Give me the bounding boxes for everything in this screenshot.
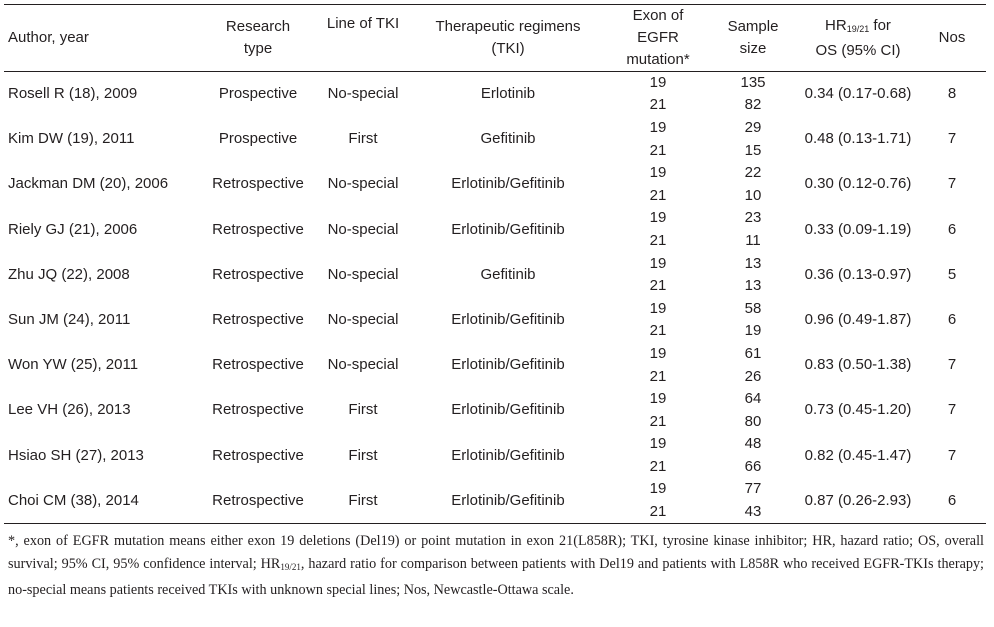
cell-author: Jackman DM (20), 2006 bbox=[8, 175, 169, 193]
cell-research-type: Retrospective bbox=[212, 220, 304, 238]
cell-research-type: Retrospective bbox=[212, 265, 304, 283]
cell-hr: 0.73 (0.45-1.20) bbox=[804, 401, 912, 419]
cell-hr: 0.36 (0.13-0.97) bbox=[804, 265, 912, 283]
cell-size-19: 13 bbox=[744, 254, 762, 272]
table-body bbox=[4, 72, 986, 524]
cell-regimen: Erlotinib/Gefitinib bbox=[451, 401, 565, 419]
cell-author: Riely GJ (21), 2006 bbox=[8, 220, 138, 238]
cell-exon-21: 21 bbox=[649, 141, 667, 159]
cell-author: Sun JM (24), 2011 bbox=[8, 311, 131, 329]
cell-exon-19: 19 bbox=[649, 299, 667, 317]
table-row bbox=[4, 252, 986, 275]
cell-exon-21: 21 bbox=[649, 412, 667, 430]
cell-research-type: Retrospective bbox=[212, 175, 304, 193]
cell-nos: 8 bbox=[947, 85, 957, 103]
cell-research-type: Prospective bbox=[218, 85, 298, 103]
cell-hr: 0.83 (0.50-1.38) bbox=[804, 356, 912, 374]
cell-size-21: 19 bbox=[744, 322, 762, 340]
cell-hr: 0.96 (0.49-1.87) bbox=[804, 311, 912, 329]
cell-exon-19: 19 bbox=[649, 344, 667, 362]
cell-exon-21: 21 bbox=[649, 457, 667, 475]
header-regimen: Therapeutic regimens (TKI) bbox=[408, 5, 608, 72]
cell-exon-21: 21 bbox=[649, 322, 667, 340]
cell-regimen: Erlotinib/Gefitinib bbox=[451, 356, 565, 374]
cell-regimen: Erlotinib/Gefitinib bbox=[408, 478, 608, 523]
cell-nos: 7 bbox=[947, 356, 957, 374]
cell-hr: 0.82 (0.45-1.47) bbox=[804, 446, 912, 464]
cell-size-21: 11 bbox=[745, 231, 761, 249]
study-table bbox=[4, 4, 986, 524]
table-row bbox=[4, 72, 986, 95]
cell-line: First bbox=[348, 130, 378, 148]
cell-author: Choi CM (38), 2014 bbox=[4, 478, 198, 523]
cell-research-type: Retrospective bbox=[212, 356, 304, 374]
cell-author: Zhu JQ (22), 2008 bbox=[8, 265, 130, 283]
cell-regimen: Gefitinib bbox=[480, 130, 536, 148]
cell-size-19: 22 bbox=[744, 164, 762, 182]
cell-hr: 0.30 (0.12-0.76) bbox=[804, 175, 912, 193]
table-footnote: *, exon of EGFR mutation means either exon 19 deletions (Del19) or point mutation in exon 21(L858R); TKI, tyrosine kinase inhibitor; HR, hazard ratio; OS, overall survival; 95% CI, 95% confidence interval; HR19/21, hazard ratio for comparison between patients with Del19 and patients with L858R who received EGFR-TKIs therapy; no-special means patients received TKIs with unknown special lines; Nos, Newcastle-Ottawa scale. bbox=[8, 532, 984, 598]
cell-line: No-special bbox=[327, 220, 399, 238]
cell-line: No-special bbox=[327, 85, 399, 103]
cell-exon-21: 21 bbox=[649, 231, 667, 249]
cell-regimen: Gefitinib bbox=[480, 265, 536, 283]
cell-exon-21: 21 bbox=[649, 186, 667, 204]
cell-nos: 7 bbox=[947, 175, 957, 193]
cell-author: Hsiao SH (27), 2013 bbox=[8, 446, 144, 464]
cell-exon-19: 19 bbox=[649, 480, 667, 498]
cell-regimen: Erlotinib bbox=[480, 85, 536, 103]
cell-research-type: Retrospective bbox=[212, 446, 304, 464]
cell-regimen: Erlotinib/Gefitinib bbox=[451, 175, 565, 193]
cell-size-19: 77 bbox=[744, 480, 762, 498]
table-row bbox=[4, 433, 986, 456]
cell-nos: 6 bbox=[947, 311, 957, 329]
header-nos: Nos bbox=[918, 5, 986, 72]
table-row bbox=[4, 162, 986, 185]
cell-research-type: Retrospective bbox=[212, 401, 304, 419]
table-row bbox=[4, 478, 986, 501]
cell-hr: 0.87 (0.26-2.93) bbox=[798, 478, 918, 523]
header-author: Author, year bbox=[4, 5, 198, 72]
cell-size-21: 43 bbox=[708, 501, 798, 524]
cell-author: Won YW (25), 2011 bbox=[8, 356, 139, 374]
cell-author: Rosell R (18), 2009 bbox=[8, 85, 138, 103]
cell-exon-21: 21 bbox=[649, 277, 667, 295]
cell-exon-19: 19 bbox=[649, 118, 667, 136]
cell-exon-19: 19 bbox=[649, 164, 667, 182]
cell-exon-19: 19 bbox=[649, 209, 667, 227]
cell-exon-19: 19 bbox=[649, 74, 667, 92]
cell-exon-21: 21 bbox=[649, 367, 667, 385]
cell-nos: 6 bbox=[918, 478, 986, 523]
cell-nos: 7 bbox=[947, 401, 957, 419]
cell-exon-19: 19 bbox=[649, 254, 667, 272]
cell-research-type: Retrospective bbox=[198, 478, 318, 523]
cell-size-19: 64 bbox=[744, 390, 762, 408]
cell-nos: 7 bbox=[947, 446, 957, 464]
cell-author: Kim DW (19), 2011 bbox=[8, 130, 135, 148]
cell-line: No-special bbox=[327, 356, 399, 374]
table-row bbox=[4, 297, 986, 320]
cell-regimen: Erlotinib/Gefitinib bbox=[451, 446, 565, 464]
cell-size-19: 48 bbox=[744, 435, 762, 453]
cell-size-21: 10 bbox=[744, 186, 762, 204]
cell-hr: 0.48 (0.13-1.71) bbox=[804, 130, 912, 148]
cell-size-19: 29 bbox=[744, 118, 762, 136]
cell-exon-19: 19 bbox=[649, 435, 667, 453]
cell-line: First bbox=[318, 478, 408, 523]
cell-exon-21: 21 bbox=[608, 501, 708, 524]
cell-size-19: 58 bbox=[744, 299, 762, 317]
cell-line: No-special bbox=[327, 175, 399, 193]
cell-regimen: Erlotinib/Gefitinib bbox=[451, 311, 565, 329]
cell-hr: 0.34 (0.17-0.68) bbox=[804, 85, 912, 103]
cell-size-21: 26 bbox=[744, 367, 762, 385]
cell-author: Lee VH (26), 2013 bbox=[8, 401, 131, 419]
table-row bbox=[4, 207, 986, 230]
cell-nos: 6 bbox=[947, 220, 957, 238]
table-row bbox=[4, 343, 986, 366]
cell-size-19: 61 bbox=[744, 344, 762, 362]
cell-regimen: Erlotinib/Gefitinib bbox=[451, 220, 565, 238]
header-exon: Exon of EGFR mutation* bbox=[608, 5, 708, 72]
cell-nos: 5 bbox=[947, 265, 957, 283]
cell-size-21: 80 bbox=[744, 412, 762, 430]
header-line: Line of TKI bbox=[318, 5, 408, 72]
cell-nos: 7 bbox=[947, 130, 957, 148]
cell-size-21: 82 bbox=[744, 96, 762, 114]
cell-size-19: 23 bbox=[744, 209, 762, 227]
cell-line: No-special bbox=[327, 311, 399, 329]
cell-size-19: 135 bbox=[740, 74, 766, 92]
cell-exon-19: 19 bbox=[649, 390, 667, 408]
header-research-type: Research type bbox=[198, 5, 318, 72]
cell-research-type: Prospective bbox=[218, 130, 298, 148]
table-row bbox=[4, 117, 986, 140]
cell-size-21: 66 bbox=[744, 457, 762, 475]
header-sample-size: Sample size bbox=[708, 5, 798, 72]
cell-size-21: 15 bbox=[744, 141, 762, 159]
cell-research-type: Retrospective bbox=[212, 311, 304, 329]
header-hr: $HR_{19/21}$ for OS (95% CI) bbox=[798, 5, 918, 72]
cell-exon-21: 21 bbox=[649, 96, 667, 114]
cell-line: First bbox=[348, 401, 378, 419]
table-row bbox=[4, 388, 986, 411]
cell-line: No-special bbox=[327, 265, 399, 283]
cell-line: First bbox=[348, 446, 378, 464]
cell-hr: 0.33 (0.09-1.19) bbox=[804, 220, 912, 238]
cell-size-21: 13 bbox=[744, 277, 762, 295]
document bbox=[4, 4, 986, 602]
header-row bbox=[4, 5, 986, 72]
